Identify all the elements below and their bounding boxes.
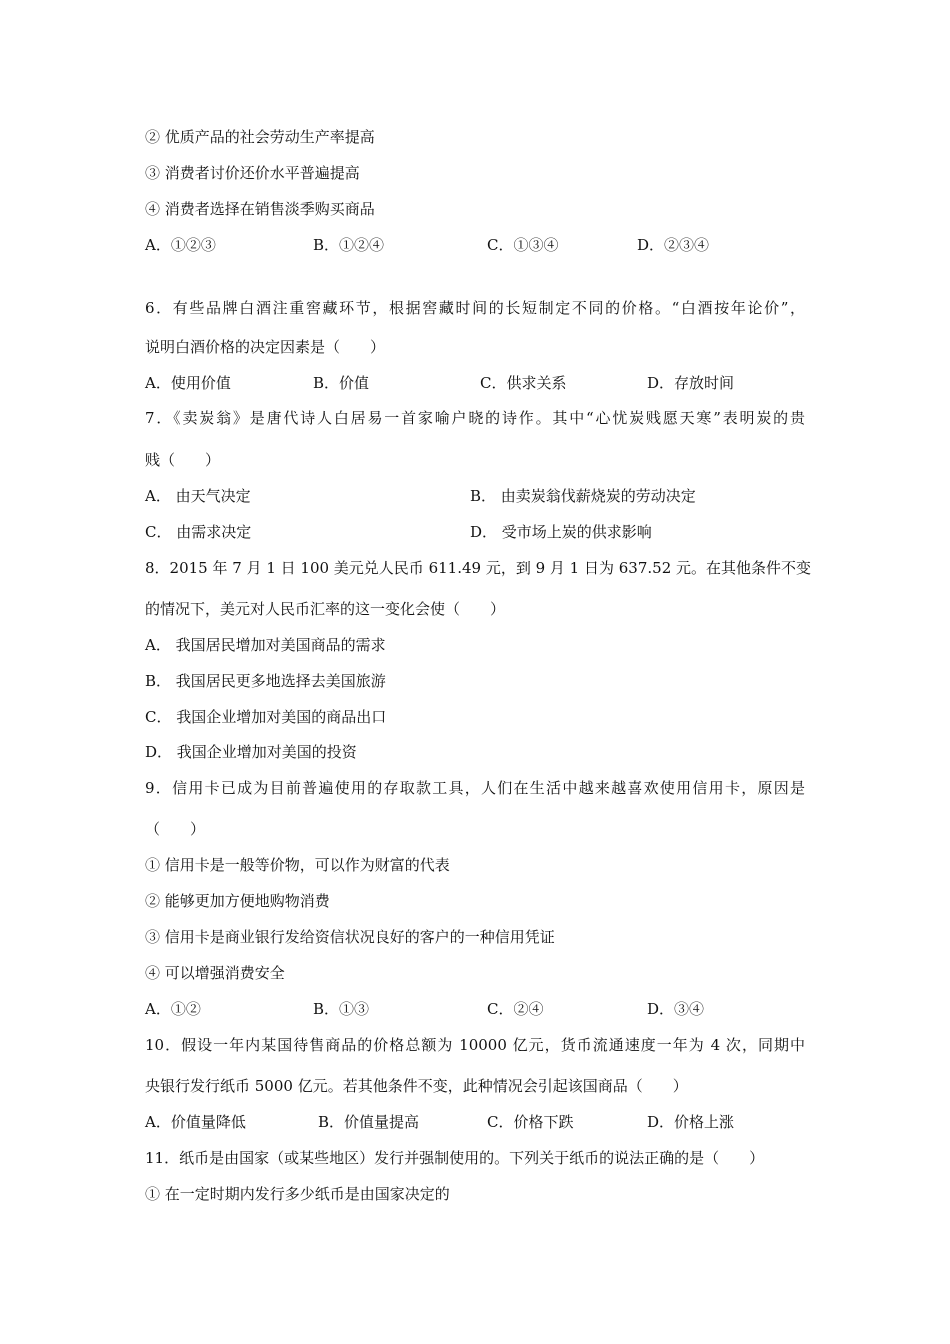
q8-option-b: B． 我国居民更多地选择去美国旅游 [145, 672, 386, 690]
q5-option-c: C．①③④ [487, 236, 559, 254]
q9-option-d: D．③④ [647, 1000, 705, 1018]
q7-option-b: B． 由卖炭翁伐薪烧炭的劳动决定 [470, 487, 696, 505]
q8-option-c: C． 我国企业增加对美国的商品出口 [145, 708, 387, 726]
q5-statement-3: ③ 消费者讨价还价水平普遍提高 [145, 164, 360, 182]
q6-stem-line-2: 说明白酒价格的决定因素是（ ） [145, 338, 386, 356]
q5-option-b: B．①②④ [313, 236, 385, 254]
q9-statement-3: ③ 信用卡是商业银行发给资信状况良好的客户的一种信用凭证 [145, 928, 555, 946]
q9-option-a: A．①② [145, 1000, 201, 1018]
q8-option-a: A． 我国居民增加对美国商品的需求 [145, 636, 386, 654]
q6-option-a: A．使用价值 [145, 374, 231, 392]
q10-option-c: C．价格下跌 [487, 1113, 574, 1131]
q8-stem-line-2: 的情况下，美元对人民币汇率的这一变化会使（ ） [145, 600, 506, 618]
q9-stem-line-1: 9．信用卡已成为目前普遍使用的存取款工具，人们在生活中越来越喜欢使用信用卡，原因是 [145, 779, 805, 797]
q9-option-c: C．②④ [487, 1000, 544, 1018]
q11-stem-line-1: 11．纸币是由国家（或某些地区）发行并强制使用的。下列关于纸币的说法正确的是（ ） [145, 1149, 765, 1167]
q9-option-b: B．①③ [313, 1000, 370, 1018]
q10-option-d: D．价格上涨 [647, 1113, 735, 1131]
q5-option-d: D．②③④ [637, 236, 710, 254]
q6-option-b: B．价值 [313, 374, 370, 392]
q9-statement-2: ② 能够更加方便地购物消费 [145, 892, 330, 910]
q6-stem-line-1: 6．有些品牌白酒注重窖藏环节，根据窖藏时间的长短制定不同的价格。“白酒按年论价”， [145, 299, 805, 317]
q5-statement-2: ② 优质产品的社会劳动生产率提高 [145, 128, 375, 146]
q7-option-a: A． 由天气决定 [145, 487, 251, 505]
q8-stem-line-1: 8．2015 年 7 月 1 日 100 美元兑人民币 611.49 元，到 9 月 1 日为 637.52 元。在其他条件不变 [145, 559, 812, 577]
q7-stem-line-2: 贱（ ） [145, 451, 221, 469]
q6-option-d: D．存放时间 [647, 374, 735, 392]
q10-option-b: B．价值量提高 [318, 1113, 420, 1131]
q7-stem-line-1: 7．《卖炭翁》是唐代诗人白居易一首家喻户晓的诗作。其中“心忧炭贱愿天寒”表明炭的贵 [145, 409, 805, 427]
q9-statement-4: ④ 可以增强消费安全 [145, 964, 285, 982]
q10-stem-line-2: 央银行发行纸币 5000 亿元。若其他条件不变，此种情况会引起该国商品（ ） [145, 1077, 688, 1095]
q10-option-a: A．价值量降低 [145, 1113, 246, 1131]
q11-statement-1: ① 在一定时期内发行多少纸币是由国家决定的 [145, 1185, 450, 1203]
q7-option-c: C． 由需求决定 [145, 523, 252, 541]
q9-statement-1: ① 信用卡是一般等价物，可以作为财富的代表 [145, 856, 450, 874]
q5-option-a: A．①②③ [145, 236, 216, 254]
q7-option-d: D． 受市场上炭的供求影响 [470, 523, 652, 541]
q6-option-c: C．供求关系 [480, 374, 567, 392]
q10-stem-line-1: 10．假设一年内某国待售商品的价格总额为 10000 亿元，货币流通速度一年为 4 次，同期中 [145, 1036, 805, 1054]
q9-stem-line-2: （ ） [145, 820, 206, 838]
q8-option-d: D． 我国企业增加对美国的投资 [145, 743, 357, 761]
q5-statement-4: ④ 消费者选择在销售淡季购买商品 [145, 200, 375, 218]
